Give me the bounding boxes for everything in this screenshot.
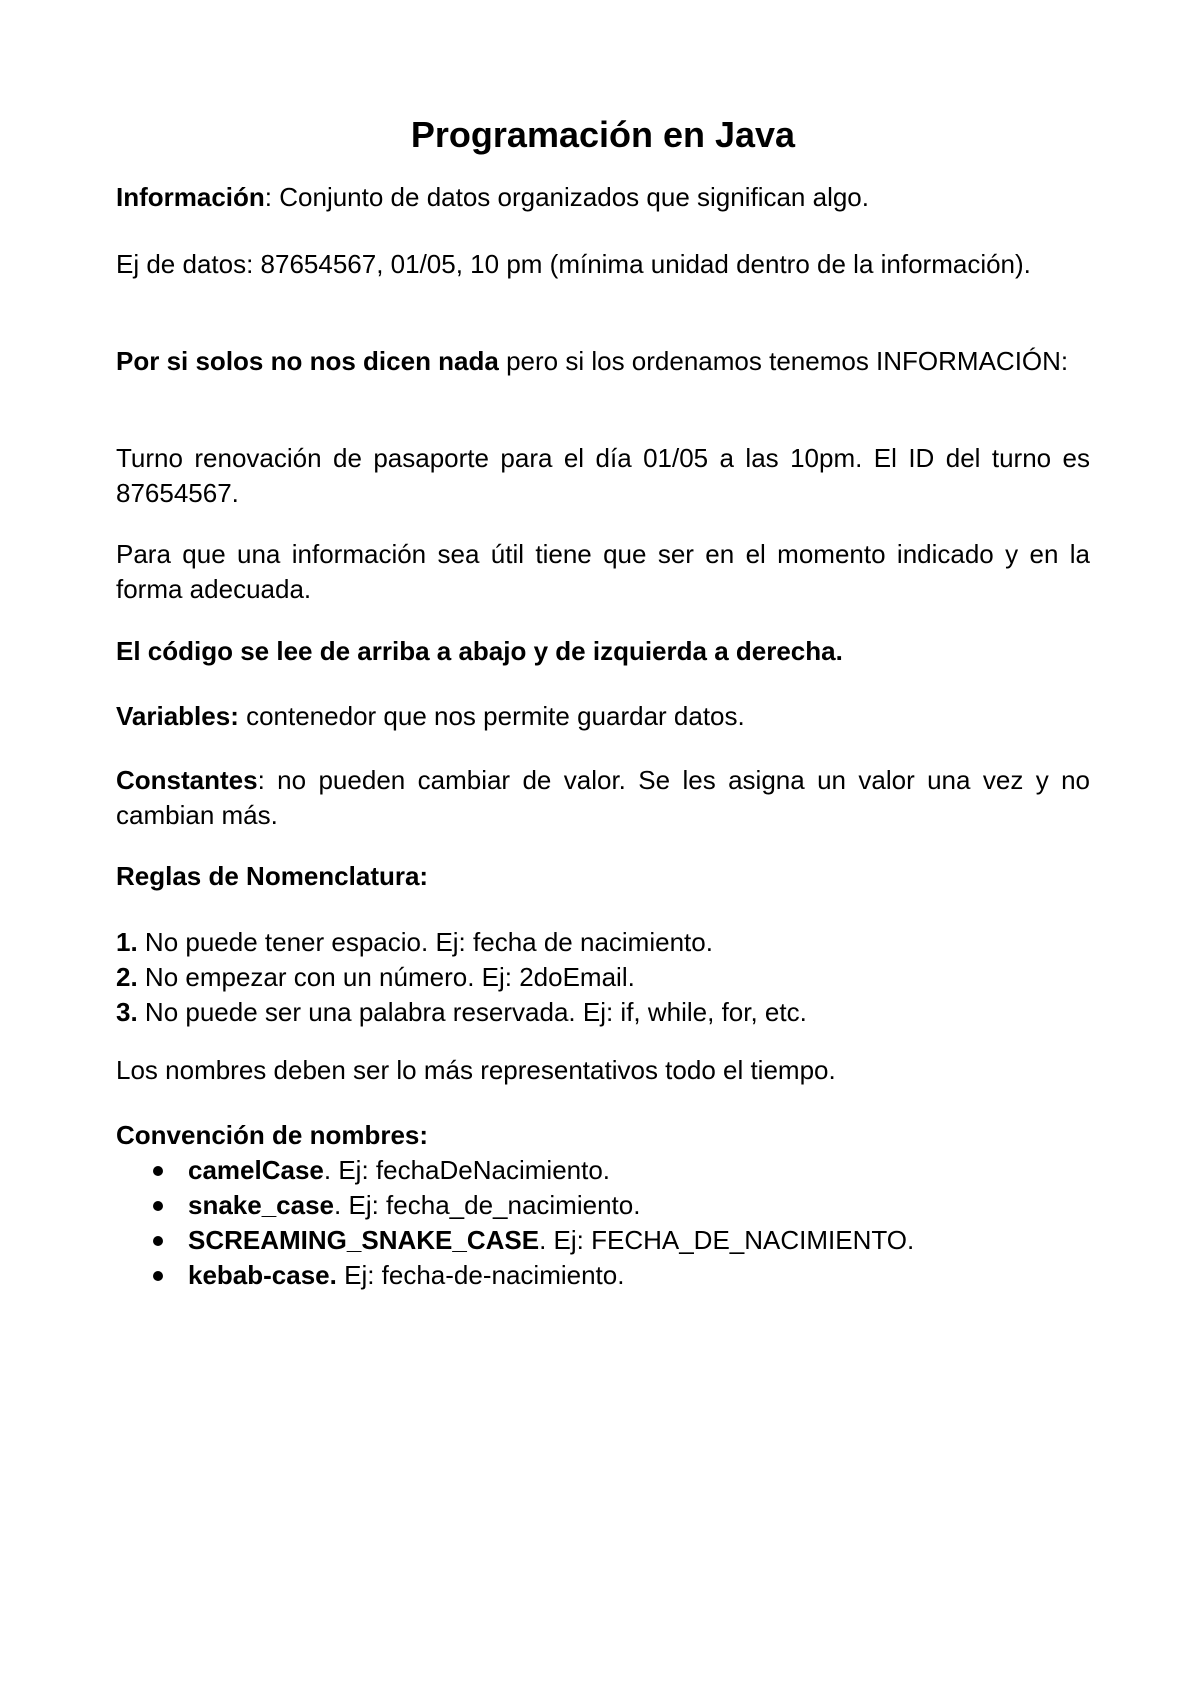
reglas-heading-text: Reglas de Nomenclatura: bbox=[116, 861, 429, 891]
ejemplo-datos-paragraph: Ej de datos: 87654567, 01/05, 10 pm (mínima unidad dentro de la información). bbox=[116, 249, 1031, 279]
lectura-paragraph bbox=[116, 634, 1090, 669]
convencion-term: camelCase bbox=[188, 1155, 324, 1185]
regla-number: 3. bbox=[116, 997, 138, 1027]
convencion-list bbox=[116, 1153, 1090, 1293]
informacion-term: Información bbox=[116, 182, 265, 212]
informacion-paragraph bbox=[116, 180, 1090, 215]
por-si-solos-rest: pero si los ordenamos tenemos INFORMACIÓN: bbox=[498, 346, 1069, 376]
utilidad-paragraph: Para que una información sea útil tiene que ser en el momento indicado y en la forma adecuada. bbox=[116, 539, 1090, 604]
regla-number: 1. bbox=[116, 927, 138, 957]
reglas-heading bbox=[116, 859, 1090, 894]
regla-text: No empezar con un número. Ej: 2doEmail. bbox=[137, 962, 635, 992]
nombres-paragraph: Los nombres deben ser lo más representativos todo el tiempo. bbox=[116, 1055, 836, 1085]
constantes-definition: : no pueden cambiar de valor. Se les asigna un valor una vez y no cambian más. bbox=[116, 765, 1090, 830]
convencion-item bbox=[116, 1188, 1090, 1223]
bullet-icon bbox=[153, 1166, 163, 1176]
regla-text: No puede ser una palabra reservada. Ej: if, while, for, etc. bbox=[137, 997, 807, 1027]
convencion-example: . Ej: fechaDeNacimiento. bbox=[323, 1155, 611, 1185]
convencion-heading bbox=[116, 1118, 1090, 1153]
convencion-term: SCREAMING_SNAKE_CASE bbox=[188, 1225, 540, 1255]
lectura-bold: El código se lee de arriba a abajo y de izquierda a derecha. bbox=[116, 636, 843, 666]
constantes-term: Constantes bbox=[116, 765, 258, 795]
convencion-term: kebab-case. bbox=[188, 1260, 337, 1290]
constantes-paragraph bbox=[116, 763, 1090, 833]
bullet-icon bbox=[153, 1271, 163, 1281]
regla-item bbox=[116, 960, 1090, 995]
convencion-example: Ej: fecha-de-nacimiento. bbox=[336, 1260, 625, 1290]
page-title: Programación en Java bbox=[410, 114, 796, 155]
variables-definition: contenedor que nos permite guardar datos. bbox=[238, 701, 745, 731]
convencion-example: . Ej: FECHA_DE_NACIMIENTO. bbox=[539, 1225, 915, 1255]
convencion-term: snake_case bbox=[188, 1190, 335, 1220]
convencion-example: . Ej: fecha_de_nacimiento. bbox=[334, 1190, 641, 1220]
por-si-solos-paragraph bbox=[116, 344, 1090, 379]
reglas-list bbox=[116, 925, 1090, 1030]
convencion-heading-text: Convención de nombres: bbox=[116, 1120, 429, 1150]
regla-item bbox=[116, 925, 1090, 960]
convencion-item bbox=[116, 1258, 1090, 1293]
variables-paragraph bbox=[116, 699, 1090, 734]
variables-term: Variables: bbox=[116, 701, 239, 731]
convencion-item bbox=[116, 1223, 1090, 1258]
convencion-item bbox=[116, 1153, 1090, 1188]
turno-paragraph: Turno renovación de pasaporte para el día 01/05 a las 10pm. El ID del turno es 87654567. bbox=[116, 443, 1090, 508]
bullet-icon bbox=[153, 1236, 163, 1246]
regla-number: 2. bbox=[116, 962, 138, 992]
regla-text: No puede tener espacio. Ej: fecha de nacimiento. bbox=[137, 927, 713, 957]
informacion-definition: : Conjunto de datos organizados que significan algo. bbox=[264, 182, 869, 212]
bullet-icon bbox=[153, 1201, 163, 1211]
por-si-solos-bold: Por si solos no nos dicen nada bbox=[116, 346, 499, 376]
regla-item bbox=[116, 995, 1090, 1030]
